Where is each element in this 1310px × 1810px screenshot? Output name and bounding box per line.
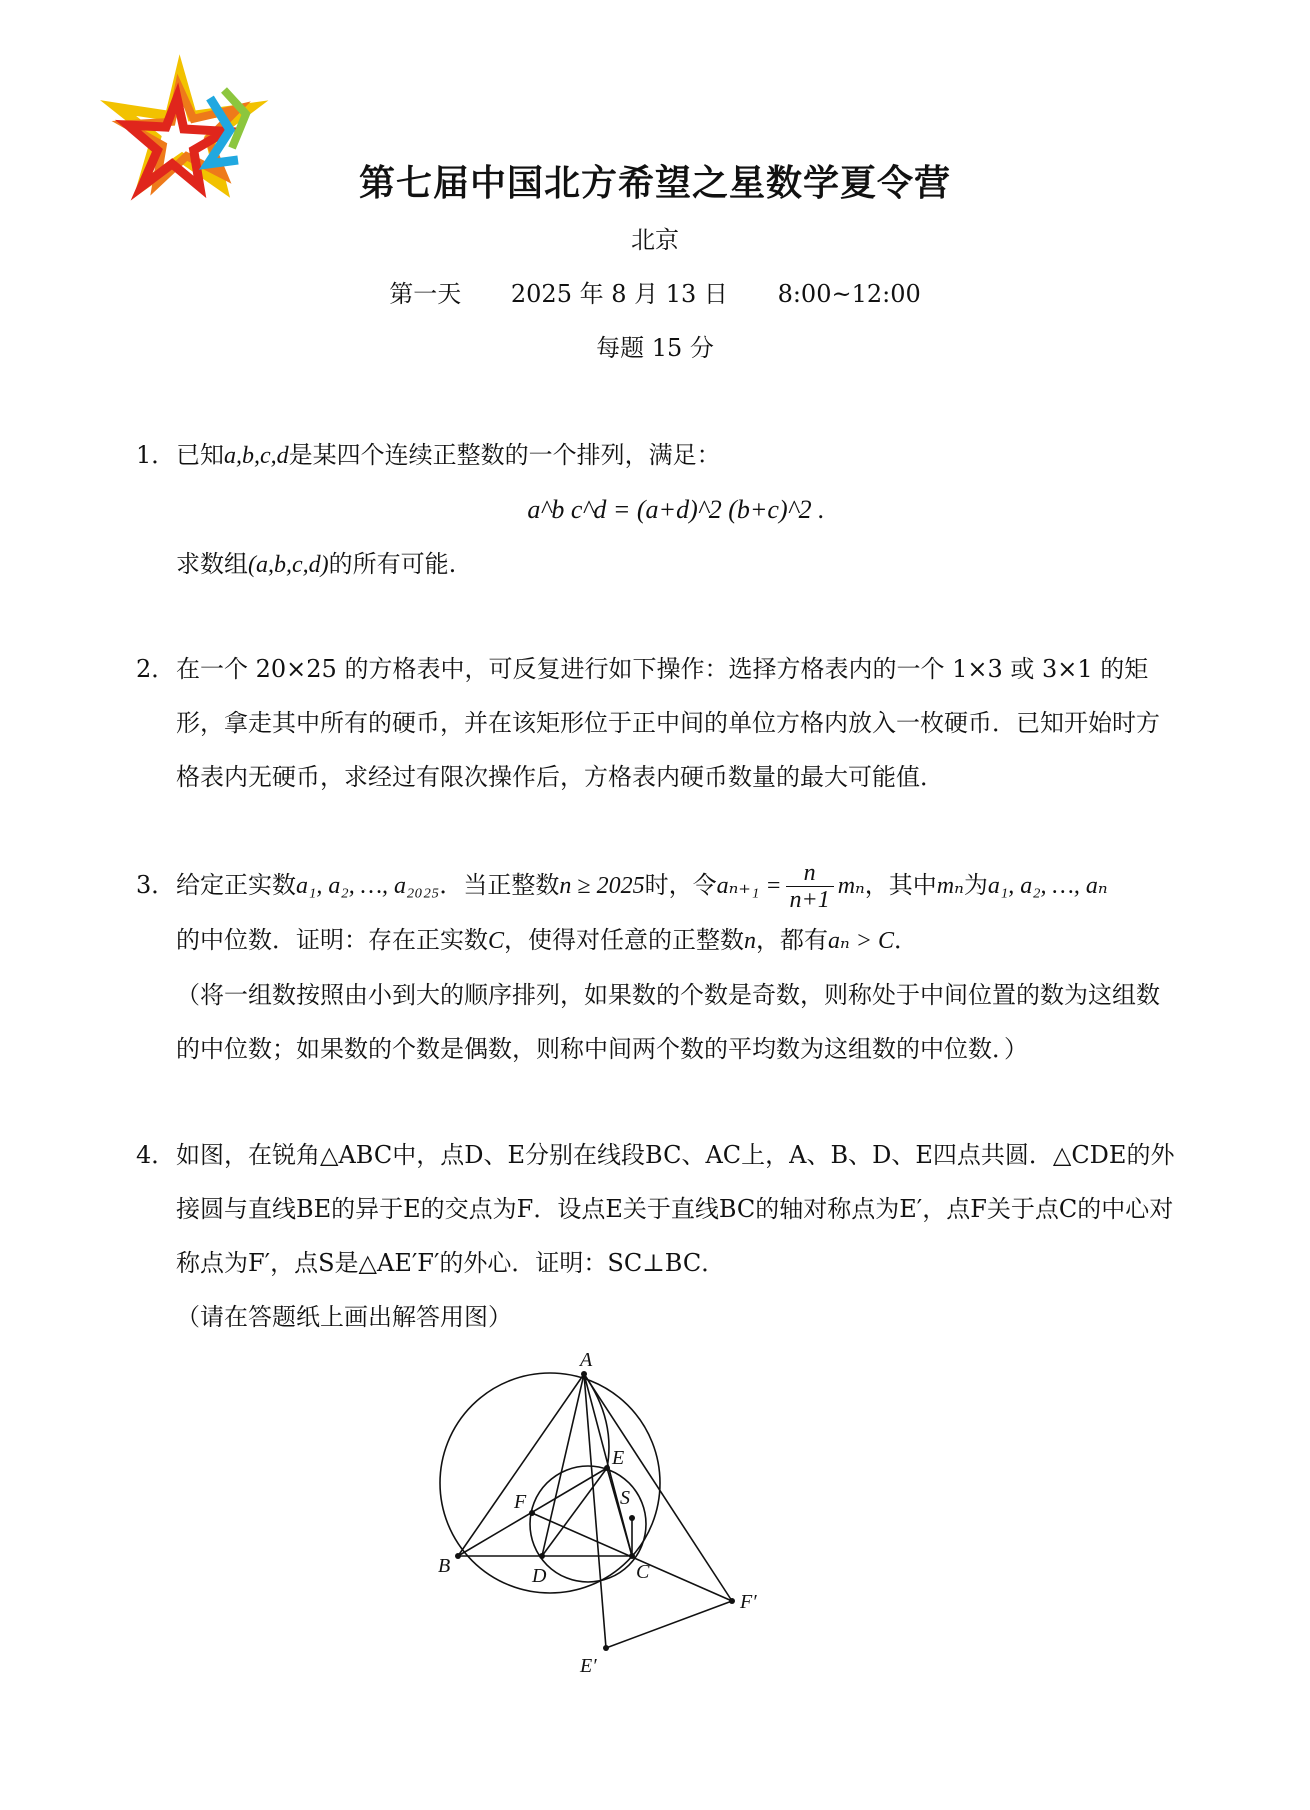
page-title: 第七届中国北方希望之星数学夏令营 [358,162,951,204]
label-B: B [438,1555,451,1577]
text: ，使得对任意的正整数 [504,926,745,954]
text: 已知 [176,441,224,469]
exam-schedule [0,274,1310,309]
text: 的中位数．证明：存在正实数 [176,926,488,954]
condition: n ≥ 2025 [559,873,645,899]
circle-CDE [530,1466,646,1582]
text: 为 [963,871,988,899]
problem-number: 3． [136,871,176,899]
problem-2 [136,642,1176,804]
problem-number: 4． [136,1141,176,1169]
inequality: aₙ > C [828,928,894,954]
point-B [455,1553,461,1559]
variables: a,b,c,d [224,443,289,469]
recurrence-lhs: aₙ₊₁ = [716,873,782,899]
problem-4-text: 如图，在锐角△ABC中，点D、E分别在线段BC、AC上，A、B、D、E四点共圆．△CDE的外接圆与直线BE的异于E的交点为F．设点E关于直线BC的轴对称点为E′，点F关于点C的中心对称点为F′，点S是△AE′F′的外心．证明：SC⊥BC． [176,1141,1175,1277]
label-F-prime: F′ [740,1591,757,1613]
problem-1-line-3 [176,537,1176,592]
label-A: A [580,1349,593,1371]
problem-2-text: 在一个 20×25 的方格表中，可反复进行如下操作：选择方格表内的一个 1×3 或 3×1 的矩形，拿走其中所有的硬币，并在该矩形位于正中间的单位方格内放入一枚硬币．已知开始时方格表内无硬币，求经过有限次操作后，方格表内硬币数量的最大可能值． [176,655,1160,791]
point-C [629,1553,635,1559]
problem-4 [136,1128,1176,1344]
label-D: D [532,1565,547,1587]
problem-1-line-1 [176,428,1176,483]
problem-1-equation: a^b c^d = (a+d)^2 (b+c)^2 . [527,495,825,524]
geometry-figure [440,1350,900,1695]
sequence: a₁, a₂, …, a₂₀₂₅ [296,873,440,899]
fraction [786,860,834,913]
exam-day: 第一天 [389,280,462,308]
text: ，其中 [864,871,937,899]
problem-3-line-1 [176,858,1176,913]
label-C: C [636,1561,650,1583]
location: 北京 [631,226,679,254]
point-D [539,1553,545,1559]
circle-ABDE [440,1373,660,1593]
point-E [604,1465,610,1471]
point-A [581,1371,587,1377]
text: 时，令 [644,871,717,899]
median-symbol: mₙ [837,873,865,899]
point-S [629,1515,635,1521]
exam-date: 2025 年 8 月 13 日 [510,280,728,308]
constant: C [488,928,505,954]
problem-1 [136,428,1176,592]
problem-number: 2． [136,655,176,683]
point-F [529,1510,535,1516]
problem-3-line-2 [176,913,1176,968]
text: ．当正整数 [439,871,560,899]
score-note: 每题 15 分 [596,334,714,362]
label-E: E [612,1447,625,1469]
text: 求数组 [176,550,248,578]
label-F: F [514,1491,527,1513]
segment-E-prime-F-prime [606,1601,732,1648]
problem-4-note: （请在答题纸上画出解答用图） [176,1303,512,1331]
label-S: S [620,1487,630,1509]
problem-3 [136,858,1176,1076]
point-E-prime [603,1645,609,1651]
label-E-prime: E′ [580,1655,597,1677]
median-symbol: mₙ [936,873,964,899]
fraction-denominator: n+1 [789,887,830,913]
text: ，都有 [756,926,829,954]
text: 的所有可能. [328,550,457,578]
point-F-prime [729,1598,735,1604]
variable: n [744,928,757,954]
tuple: (a,b,c,d) [248,552,329,578]
text: ． [893,926,918,954]
exam-time: 8:00~12:00 [777,280,921,308]
fraction-numerator: n [786,860,834,887]
segment-AF-prime [584,1374,732,1601]
sequence: a₁, a₂, …, aₙ [987,873,1108,899]
problem-number: 1． [136,441,176,469]
text: 是某四个连续正整数的一个排列，满足： [288,441,721,469]
text: 给定正实数 [176,871,296,899]
problem-3-note: （将一组数按照由小到大的顺序排列，如果数的个数是奇数，则称处于中间位置的数为这组数的中位数；如果数的个数是偶数，则称中间两个数的平均数为这组数的中位数．） [176,981,1160,1063]
